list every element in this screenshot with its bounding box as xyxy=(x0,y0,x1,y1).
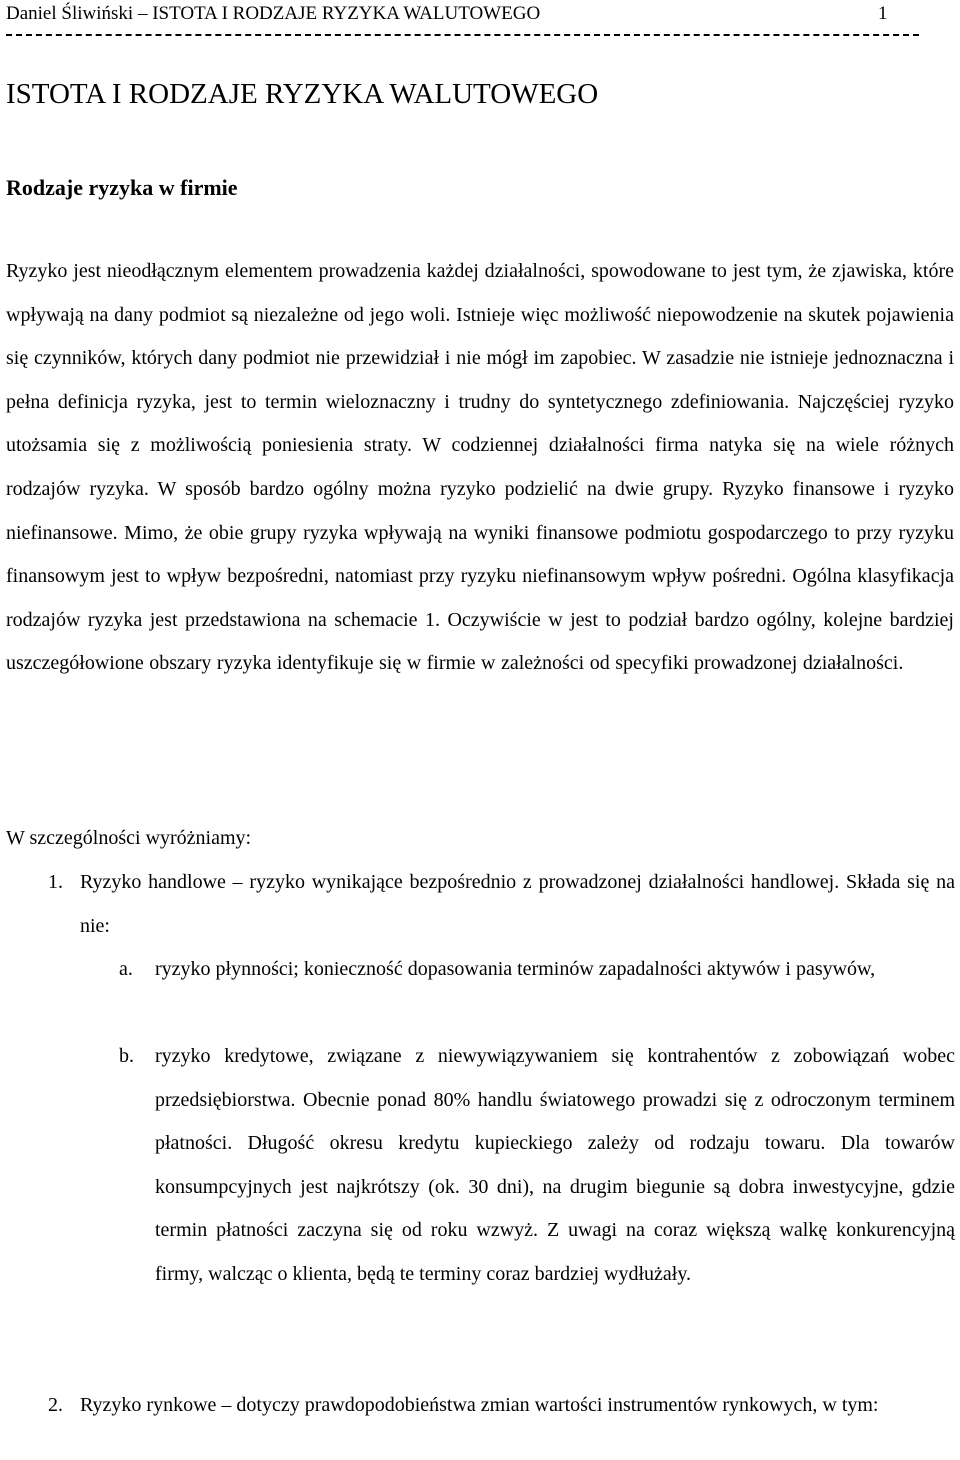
list-subitem-a-text: ryzyko płynności; konieczność dopasowania terminów zapadalności aktywów i pasywów, xyxy=(155,958,876,980)
list-subitem-a-marker: a. xyxy=(119,958,133,980)
header-divider xyxy=(6,34,919,36)
list-intro: W szczególności wyróżniamy: xyxy=(6,827,252,849)
section-heading: Rodzaje ryzyka w firmie xyxy=(6,175,238,200)
running-header xyxy=(6,0,886,28)
body-paragraph: Ryzyko jest nieodłącznym elementem prowadzenia każdej działalności, spowodowane to jest tym, że zjawiska, które wpływają na dany podmiot są niezależne od jego woli. Istnieje więc możliwość niepowodzenie na skutek pojawienia się czynników, których dany podmiot nie przewidział i nie mógł im zapobiec. W zasadzie nie istnieje jednoznaczna i pełna definicja ryzyka, jest to termin wieloznaczny i trudny do syntetycznego zdefiniowania. Najczęściej ryzyko utożsamia się z możliwością poniesienia straty. W codziennej działalności firma natyka się na wiele różnych rodzajów ryzyka. W sposób bardzo ogólny można ryzyko podzielić na dwie grupy. Ryzyko finansowe i ryzyko niefinansowe. Mimo, że obie grupy ryzyka wpływają na wyniki finansowe podmiotu gospodarczego to przy ryzyku finansowym jest to wpływ bezpośredni, natomiast przy ryzyku niefinansowym wpływ pośredni. Ogólna klasyfikacja rodzajów ryzyka jest przedstawiona na schemacie 1. Oczywiście w jest to podział bardzo ogólny, kolejne bardziej uszczegółowione obszary ryzyka identyfikuje się w firmie w zależności od specyfiki prowadzonej działalności. xyxy=(6,260,954,675)
list-subitem-b-text: ryzyko kredytowe, związane z niewywiązywaniem się kontrahentów z zobowiązań wobec przedsiębiorstwa. Obecnie ponad 80% handlu światowego prowadzi się z odroczonym terminem płatności. Długość okresu kredytu kupieckiego zależy od rodzaju towaru. Dla towarów konsumpcyjnych jest najkrótszy (ok. 30 dni), na drugim biegunie są dobra inwestycyjne, gdzie termin płatności zaczyna się od roku wzwyż. Z uwagi na coraz większą walkę konkurencyjną firmy, walcząc o klienta, będą te terminy coraz bardziej wydłużały. xyxy=(155,1045,955,1285)
list-subitem-b-marker: b. xyxy=(119,1045,134,1067)
list-item-1-marker: 1. xyxy=(48,871,63,893)
document-title: ISTOTA I RODZAJE RYZYKA WALUTOWEGO xyxy=(6,78,599,110)
page-number: 1 xyxy=(878,3,888,24)
list-item-2-text: Ryzyko rynkowe – dotyczy prawdopodobieństwa zmian wartości instrumentów rynkowych, w tym: xyxy=(80,1394,879,1416)
list-item-2-marker: 2. xyxy=(48,1394,63,1416)
header-author-title: Daniel Śliwiński – ISTOTA I RODZAJE RYZYKA WALUTOWEGO xyxy=(6,3,541,24)
list-item-1-text: Ryzyko handlowe – ryzyko wynikające bezpośrednio z prowadzonej działalności handlowej. Składa się na nie: xyxy=(80,871,955,937)
